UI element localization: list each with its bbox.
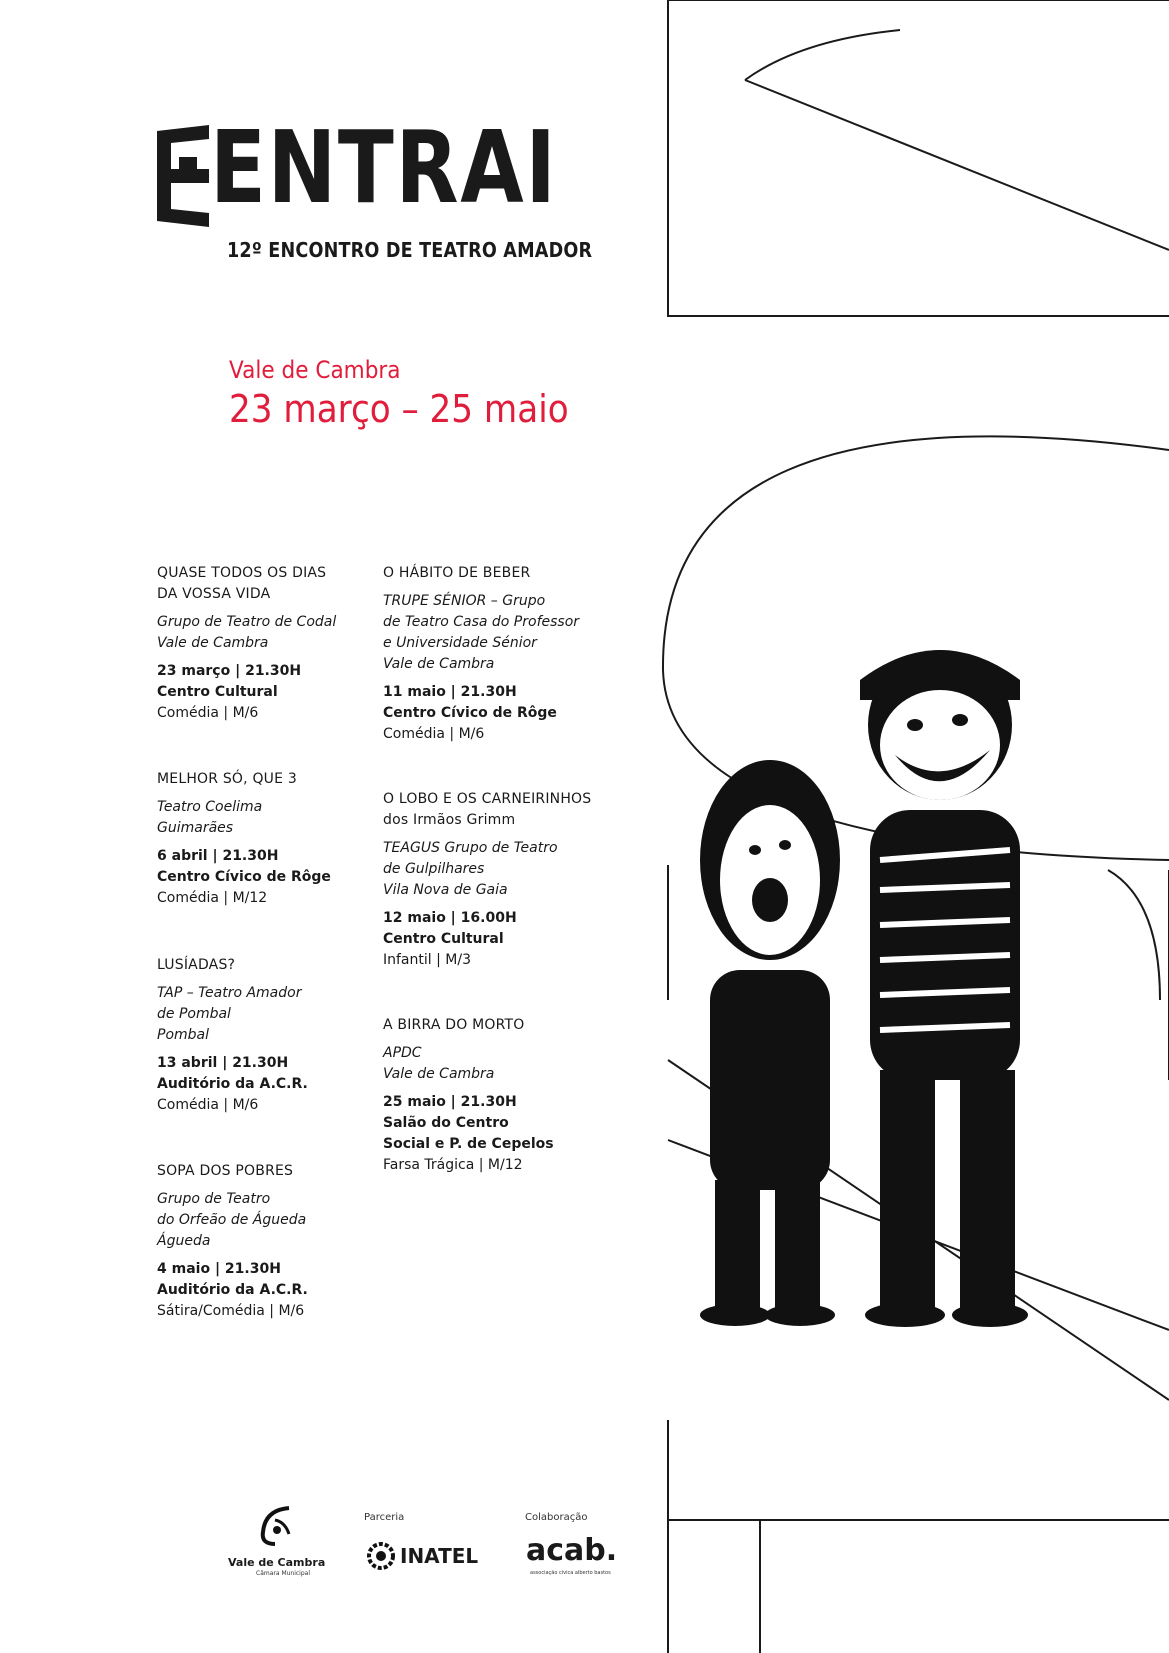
inatel-gear-icon xyxy=(365,1540,397,1572)
event-group: de Gulpilhares xyxy=(383,861,485,877)
event-title: DA VOSSA VIDA xyxy=(157,586,271,602)
collab-label: Colaboração xyxy=(525,1512,588,1523)
event-genre: Comédia | M/12 xyxy=(157,890,268,906)
event-location: Vale de Cambra xyxy=(383,1066,495,1082)
event-location: Vila Nova de Gaia xyxy=(383,882,508,898)
festival-place: Vale de Cambra xyxy=(229,356,401,384)
event-title: O HÁBITO DE BEBER xyxy=(383,565,531,581)
event-location: Vale de Cambra xyxy=(157,635,269,651)
event-title: LUSÍADAS? xyxy=(157,957,236,973)
event-datetime: 13 abril | 21.30H xyxy=(157,1055,289,1071)
event-title: A BIRRA DO MORTO xyxy=(383,1017,525,1033)
event-genre: Infantil | M/3 xyxy=(383,952,471,968)
partner-label: Parceria xyxy=(364,1512,405,1523)
event-genre: Comédia | M/6 xyxy=(157,705,259,721)
event-datetime: 4 maio | 21.30H xyxy=(157,1261,281,1277)
event-item xyxy=(383,1015,554,1176)
event-group: TRUPE SÉNIOR – Grupo xyxy=(383,593,546,609)
event-group: e Universidade Sénior xyxy=(383,635,537,651)
event-title: dos Irmãos Grimm xyxy=(383,812,516,828)
event-venue: Auditório da A.C.R. xyxy=(157,1076,308,1092)
festival-dates: 23 março – 25 maio xyxy=(229,387,569,431)
event-datetime: 25 maio | 21.30H xyxy=(383,1094,517,1110)
event-datetime: 6 abril | 21.30H xyxy=(157,848,279,864)
festival-name: ENTRAI xyxy=(210,109,558,226)
event-group: Grupo de Teatro de Codal xyxy=(157,614,337,630)
event-location: Guimarães xyxy=(157,820,234,836)
event-genre: Sátira/Comédia | M/6 xyxy=(157,1303,305,1319)
event-group: de Pombal xyxy=(157,1006,231,1022)
event-item xyxy=(383,563,579,745)
event-item xyxy=(383,789,591,971)
event-venue: Centro Cívico de Rôge xyxy=(157,869,331,885)
event-venue: Centro Cultural xyxy=(383,931,504,947)
sponsors-footer xyxy=(0,1500,700,1600)
vale-de-cambra-logo-icon xyxy=(255,1504,301,1548)
event-genre: Comédia | M/6 xyxy=(383,726,485,742)
event-datetime: 23 março | 21.30H xyxy=(157,663,302,679)
event-group: TEAGUS Grupo de Teatro xyxy=(383,840,558,856)
municipality-sub: Câmara Municipal xyxy=(256,1570,311,1577)
event-title: MELHOR SÓ, QUE 3 xyxy=(157,771,297,787)
event-group: do Orfeão de Águeda xyxy=(157,1212,307,1228)
partner-name: INATEL xyxy=(400,1544,479,1568)
event-venue: Salão do Centro xyxy=(383,1115,509,1131)
event-datetime: 11 maio | 21.30H xyxy=(383,684,517,700)
event-group: de Teatro Casa do Professor xyxy=(383,614,580,630)
clowns-illustration xyxy=(690,640,1070,1400)
entrai-logo-icon xyxy=(157,125,217,235)
event-item xyxy=(157,769,331,909)
event-datetime: 12 maio | 16.00H xyxy=(383,910,517,926)
event-venue: Social e P. de Cepelos xyxy=(383,1136,554,1152)
collab-sub: associação cívica alberto bastos xyxy=(530,1570,611,1576)
event-group: TAP – Teatro Amador xyxy=(157,985,302,1001)
event-group: APDC xyxy=(383,1045,422,1061)
event-venue: Centro Cívico de Rôge xyxy=(383,705,557,721)
municipality-name: Vale de Cambra xyxy=(228,1556,326,1569)
event-genre: Comédia | M/6 xyxy=(157,1097,259,1113)
event-title: SOPA DOS POBRES xyxy=(157,1163,294,1179)
event-location: Pombal xyxy=(157,1027,210,1043)
event-title: O LOBO E OS CARNEIRINHOS xyxy=(383,791,592,807)
festival-subtitle: 12º ENCONTRO DE TEATRO AMADOR xyxy=(227,238,593,262)
event-item xyxy=(157,1161,308,1322)
event-location: Vale de Cambra xyxy=(383,656,495,672)
event-venue: Centro Cultural xyxy=(157,684,278,700)
event-genre: Farsa Trágica | M/12 xyxy=(383,1157,523,1173)
event-location: Águeda xyxy=(157,1233,211,1249)
event-title: QUASE TODOS OS DIAS xyxy=(157,565,327,581)
collab-name: acab. xyxy=(526,1533,618,1568)
event-venue: Auditório da A.C.R. xyxy=(157,1282,308,1298)
event-item xyxy=(157,563,336,724)
event-group: Grupo de Teatro xyxy=(157,1191,271,1207)
event-group: Teatro Coelima xyxy=(157,799,263,815)
event-item xyxy=(157,955,308,1116)
